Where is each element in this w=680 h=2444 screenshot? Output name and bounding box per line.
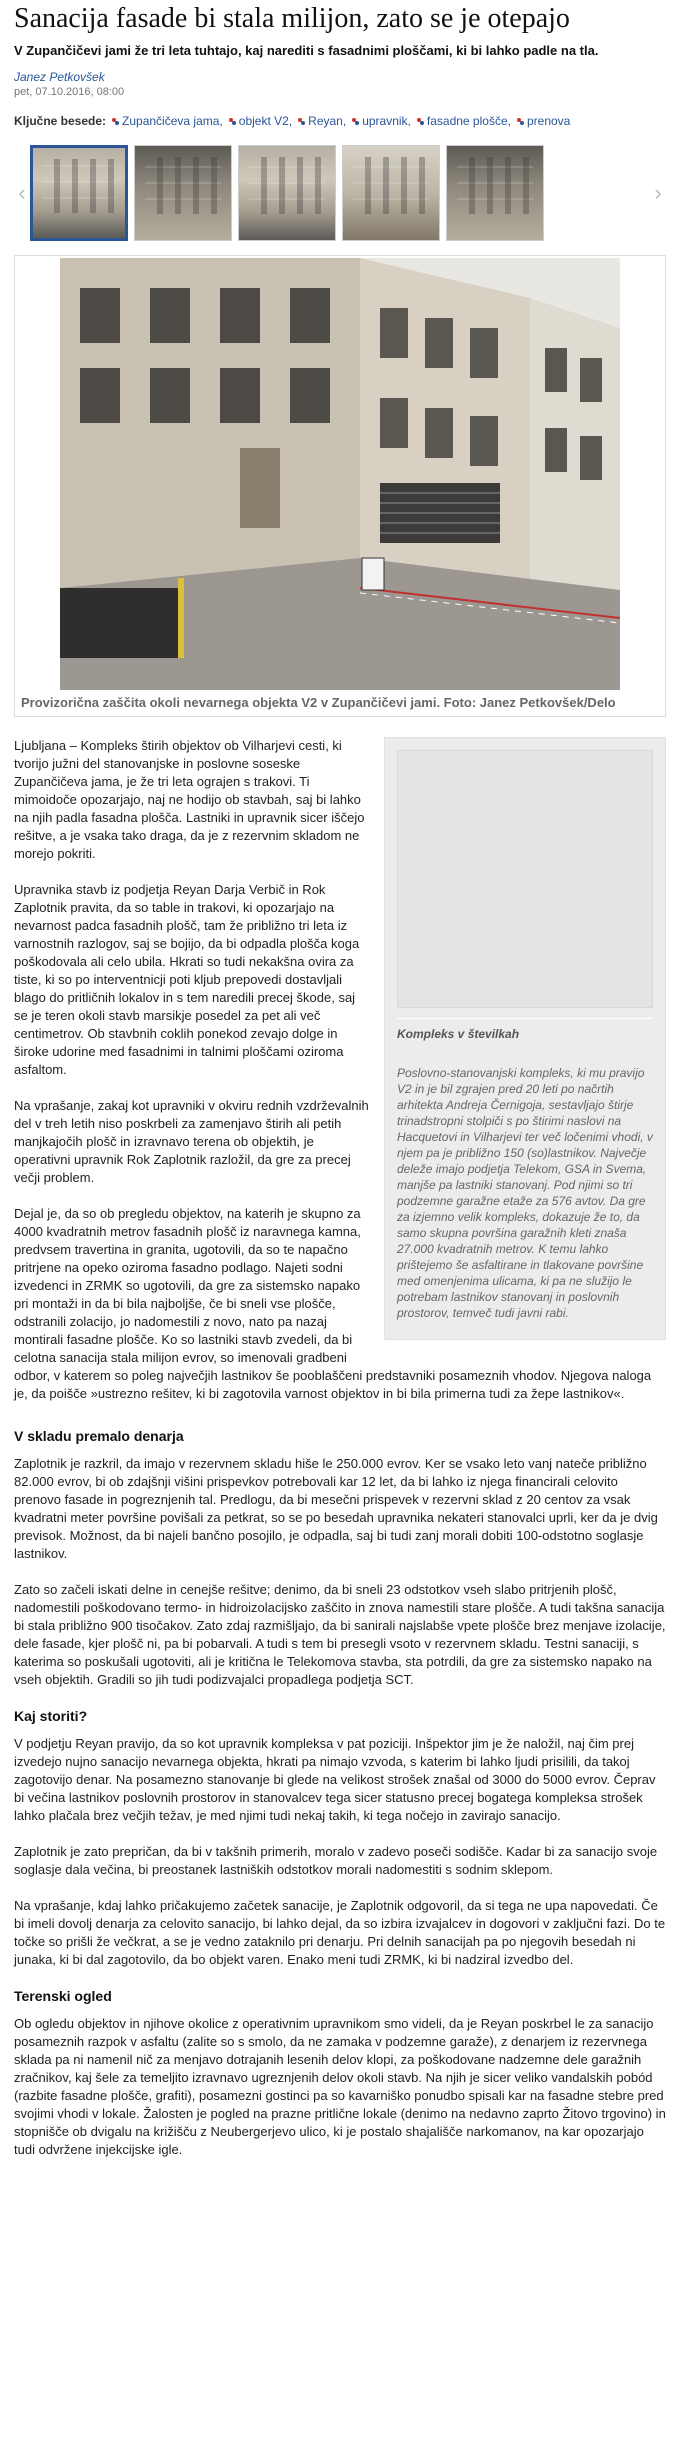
article-paragraph: Zaplotnik je zato prepričan, da bi v takšnih primerih, moralo v zadevo poseči sodišče. Kadar bi za sanacijo svoje soglasje dala večina, bi preostanek lastniških odstotkov morali nadomestiti s sodnim sklepom. — [14, 1844, 658, 1877]
article-paragraph: V podjetju Reyan pravijo, da so kot upravnik kompleksa v pat poziciji. Inšpektor jim je že naložil, naj čim prej izvedejo nujno sanacijo nevarnega objekta, hkrati pa nimajo vzvoda, s katerim bi lahko ljudi prisilili, da takoj zagotovijo denar. Na posamezno stanovanje bi glede na velikost strošek znašal od 3000 do 5000 evrov. Čeprav bi večina lastnikov poslovnih prostorov in stanovalcev tega sicer statusno precej bogatega kompleksa strošek lahko plačala brez večjih težav, je med njimi tudi nekaj takih, ki tega nočejo in zavirajo sanacijo. — [14, 1736, 656, 1823]
gallery-thumbnail[interactable] — [342, 145, 440, 241]
info-sidebox — [384, 737, 666, 1340]
section-heading: V skladu premalo denarja — [14, 1428, 184, 1444]
gallery-thumbnails — [30, 145, 650, 241]
sidebox-image-placeholder — [397, 750, 653, 1008]
keyword-link[interactable]: prenova — [517, 113, 570, 129]
tag-icon — [298, 118, 305, 125]
keyword-link[interactable]: fasadne plošče , — [417, 113, 511, 129]
building-illustration — [60, 258, 620, 690]
keyword-link[interactable]: upravnik , — [352, 113, 411, 129]
tag-icon — [229, 118, 236, 125]
gallery-prev-button[interactable]: ‹ — [18, 180, 26, 205]
tag-icon — [112, 118, 119, 125]
gallery-thumbnail[interactable] — [446, 145, 544, 241]
article-paragraph: Na vprašanje, zakaj kot upravniki v okviru rednih vzdrževalnih del v treh letih niso poskrbeli za zamenjavo štirih ali petih manjkajočih plošč in izravnavo terena ob objektih, je operativni upravnik Rok Zaplotnik razložil, da gre za precej večji problem. — [14, 1098, 369, 1185]
article-paragraph: Upravnika stavb iz podjetja Reyan Darja Verbič in Rok Zaplotnik pravita, da so table in trakovi, ki opozarjajo na nevarnost padca fasadnih plošč, tam že približno tri leta iz varnostnih razlogov, saj se bojijo, da bi odpadla plošča koga poškodovala ali celo ubila. Hkrati so tudi nekakšna ovira za tiste, ki so po interventnicji poti kljub prepovedi dostavljali blago do pritličnih lokalov in s tem naredili precej škode, saj se je teren okoli stavb marsikje posedel za pet ali več centimetrov. Ob stavbnih coklih ponekod zevajo dolge in široke udorine med fasadnimi in talnimi ploščami oziroma asfaltom. — [14, 882, 360, 1077]
article-paragraph: Ob ogledu objektov in njihove okolice z operativnim upravnikom smo videli, da je Reyan poskrbel le za sanacijo posameznih razpok v asfaltu (zalite so s smolo, da ne zamaka v podzemne garaže), z denarjem iz rezervnega sklada pa ni namenil nič za menjavo dotrajanih lesenih delov klopi, za poškodovane nadzemne dele garažnih zračnikov, kaj šele za temeljito izravnavo ugreznjenih delov okoli stavb. Na njih je sicer veliko vandalskih pobód (razbite fasadne plošče, grafiti), posamezni gostinci pa so kavarniško ponudbo spisali kar na fasadne stebre pred svojimi vhodi v lokale. Žalosten je pogled na prazne pritlične lokale (denimo na nedavno zaprto Žitovo trgovino) in stopnišče ob dvigalu na križišču z Neubergerjevo ulico, ki je postalo shajališče narkomanov, na kar opozarjajo tudi odvržene injekcijske igle. — [14, 2016, 666, 2157]
gallery-next-button[interactable]: › — [654, 180, 662, 205]
sidebox-title: Kompleks v številkah — [397, 1018, 653, 1043]
section-heading: Kaj storiti? — [14, 1708, 88, 1724]
gallery-thumbnail[interactable] — [134, 145, 232, 241]
keyword-link[interactable]: Reyan , — [298, 113, 346, 129]
tag-icon — [517, 118, 524, 125]
main-photo[interactable] — [60, 258, 620, 690]
keywords-bar — [14, 113, 666, 129]
tag-icon — [417, 118, 424, 125]
article-body — [14, 737, 666, 2159]
keyword-link[interactable]: objekt V2 , — [229, 113, 292, 129]
article-paragraph: Dejal je, da so ob pregledu objektov, na katerih je skupno za 4000 kvadratnih metrov fasadnih plošč iz naravnega kamna, predvsem travertina in granita, ugotovili, da so te napačno pritrjene na opeko oziroma fasadno podlago. Najeti sodni izvedenci in ZRMK so ugotovili, da gre za sistemsko napako pri montaži in da bi bila najboljše, če bi sneli vse plošče, odstranili zolacijo, jo nadomestili z novo, nato pa nazaj montirali fasadne plošče. Ko so lastniki stavb zvedeli, da bi celotna sanacija stala milijon evrov, so imenovali gradbeni odbor, v katerem so poleg največjih lastnikov še pooblaščeni predstavniki posameznih vhodov. Njegova naloga je, da poišče »ustrezno rešitev, ki bi zagotovila varnost objektov in bi bila primerna tudi za žepe lastnikov«. — [14, 1206, 652, 1401]
keyword-link[interactable]: Zupančičeva jama , — [112, 113, 223, 129]
sidebox-text: Poslovno-stanovanjski kompleks, ki mu pravijo V2 in je bil zgrajen pred 20 leti po načrtih arhitekta Andreja Černigoja, sestavljajo štirje trinadstropni stolpiči s po štirimi naslovi na Hacquetovi in Vilharjevi ter več ločenimi vhodi, v njem pa je približno 150 (so)lastnikov. Največje deleže imajo podjetja Telekom, GSA in Svema, manjše pa lastniki stanovanj. Pod njimi so tri podzemne garažne etaže za 576 avtov. Da gre za izjemno velik kompleks, dokazuje že to, da samo skupna površina garažnih kleti znaša 27.000 kvadratnih metrov. K temu lahko prištejemo še asfaltirane in tlakovane površine med omenjenima ulicama, ki pa ne služijo le potrebam lastnikov stanovanj in poslovnih prostorov, temveč tudi javni rabi. — [397, 1066, 653, 1320]
gallery-thumbnail[interactable] — [30, 145, 128, 241]
tag-icon — [352, 118, 359, 125]
article-paragraph: Ljubljana – Kompleks štirih objektov ob Vilharjevi cesti, ki tvorijo južni del stanovanjske in poslovne soseske Zupančičeva jama, je že tri leta ograjen s trakovi. Ti mimoidoče opozarjajo, naj ne hodijo ob stavbah, saj bi lahko na njih padla fasadna plošča. Lastniki in upravnik sicer iščejo rešitve, a je vsaka tako draga, da je z rezervnim skladom ne morejo pokriti. — [14, 738, 365, 861]
article-paragraph: Na vprašanje, kdaj lahko pričakujemo začetek sanacije, je Zaplotnik odgovoril, da si tega ne upa napovedati. Če bi imeli dovolj denarja za celovito sanacijo, bi lahko dejal, da so izbira izvajalcev in dogovori v zaključni fazi. Do te točke so prišli že večkrat, a se je vedno zataknilo pri denarju. Pri delnih sanacijah pa po njegovih besedah ni junaka, ki bi dal zagotovilo, da bo objekt varen. Enako meni tudi ZRMK, ki bi nadziral izvedbo del. — [14, 1898, 666, 1967]
article-title: Sanacija fasade bi stala milijon, zato se je otepajo — [14, 3, 570, 34]
keywords-label: Ključne besede: — [14, 114, 107, 128]
photo-gallery — [14, 143, 666, 243]
publish-date: pet, 07.10.2016, 08:00 — [14, 86, 125, 98]
article-paragraph: Zaplotnik je razkril, da imajo v rezervnem skladu hiše le 250.000 evrov. Ker se vsako leto vanj nateče približno 82.000 evrov, bi ob zdajšnji višini prispevkov potrebovali kar 12 let, da bi lahko iz njega financirali celovito prenovo fasade in pogreznjenih tal. Predlogu, da bi mesečni prispevek v rezervni sklad z 20 centov za vsak kvadratni meter površine povišali za petkrat, so se po besedah upravnika nekateri stanovalci uprli, ker da je dvig previsok. Možnost, da bi najeli bančno posojilo, je odpadla, saj bi tudi zanj morali dobiti 100-odstotno soglasje lastnikov. — [14, 1456, 658, 1561]
gallery-thumbnail[interactable] — [238, 145, 336, 241]
article-lead: V Zupančičevi jami že tri leta tuhtajo, kaj narediti s fasadnimi ploščami, ki bi lahko padle na tla. — [14, 43, 599, 58]
photo-caption: Provizorična zaščita okoli nevarnega objekta V2 v Zupančičevi jami. Foto: Janez Petkovšek/Delo — [21, 695, 616, 710]
article-paragraph: Zato so začeli iskati delne in cenejše rešitve; denimo, da bi sneli 23 odstotkov vseh slabo pritrjenih plošč, nadomestili poškodovano termo- in hidroizolacijsko zaščito in znova namestili stare plošče. A tudi takšna sanacija bi stala približno 900 tisočakov. Zato zdaj razmišljajo, da bi sanirali najslabše vpete plošče brez menjave izolacije, dele fasade, kjer plošč ni, pa bi pobarvali. A tudi s tem bi presegli vsoto v rezervnem skladu. Testni sanaciji, s katerima so poskušali ugotoviti, ali je kritična le Telekomova stavba, sta potrdili, da gre za sistemsko napako na vseh objektih. Gradili so jih tudi podizvajalci propadlega podjetja SCT. — [14, 1582, 666, 1687]
author-link[interactable]: Janez Petkovšek — [14, 70, 105, 84]
main-photo-container — [14, 255, 666, 717]
section-heading: Terenski ogled — [14, 1988, 112, 2004]
